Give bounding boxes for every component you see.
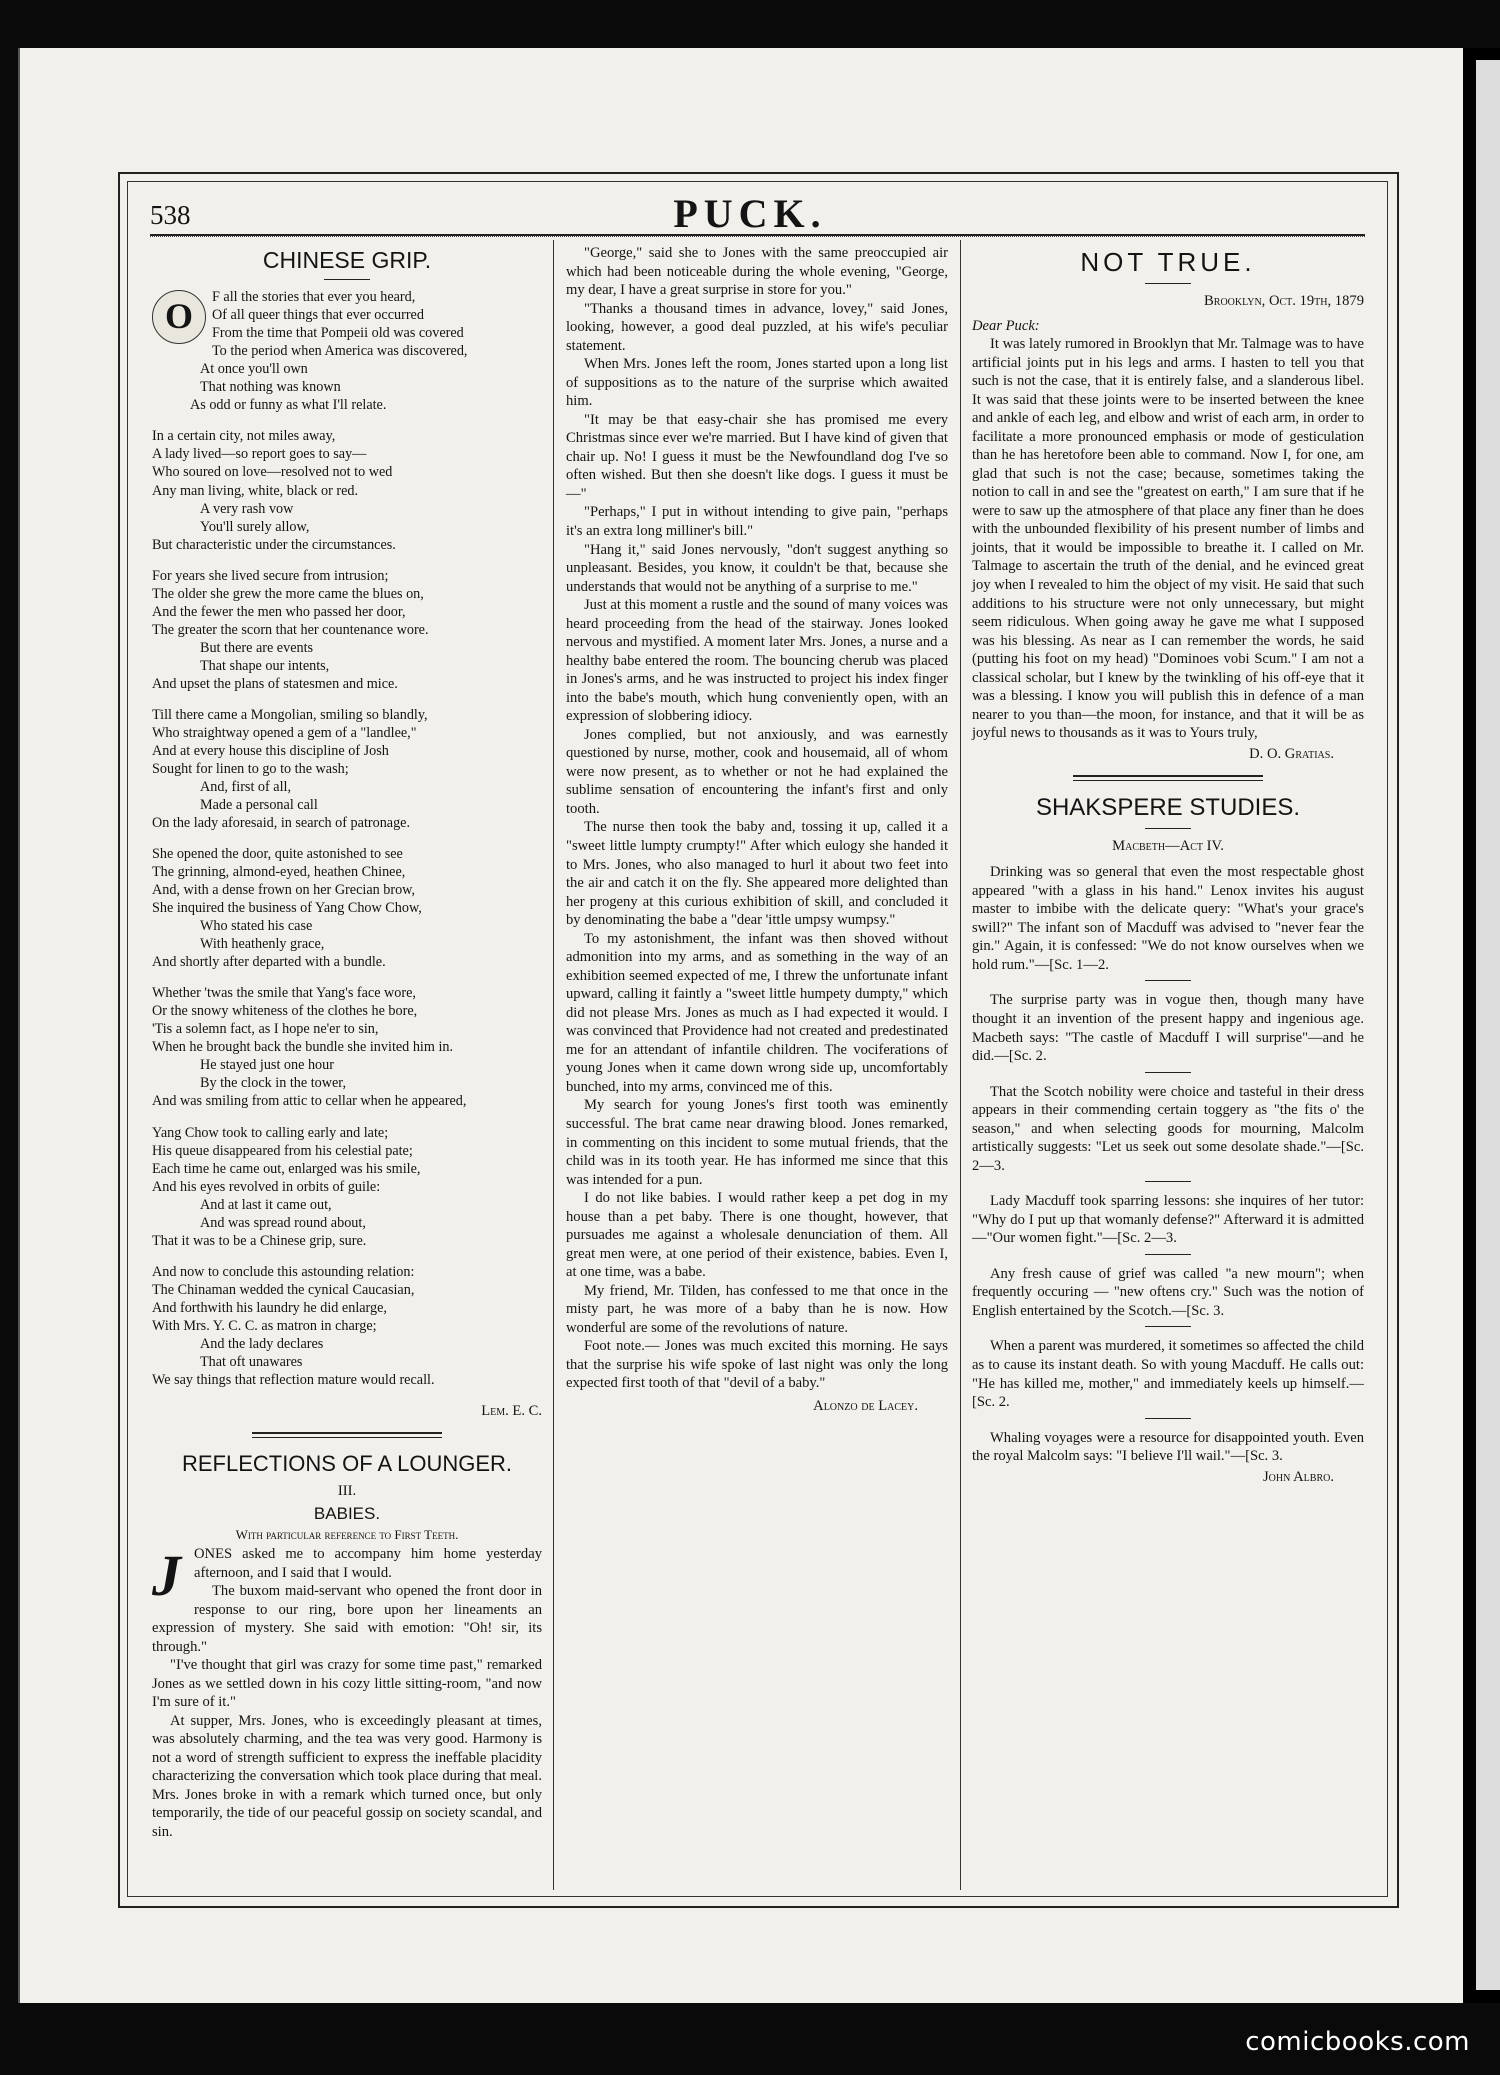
studies-paragraph: Drinking was so general that even the most respectable ghost appeared "with a glass in his hand." Lenox invites his august master to imbibe with the delicate query: "What's your grace's swill?" The infant son of Macduff was advised to "never fear the gin." Again, it is confessed: "We do not know ourselves when we hold rum."—[Sc. 1—2.	[972, 864, 1364, 973]
poem-stanza	[152, 1124, 542, 1250]
article-paragraph: Just at this moment a rustle and the sound of many voices was heard proceeding from the head of the stairway. Jones looked nervous and mystified. A moment later Mrs. Jones, a nurse and a healthy babe entered the room. The bouncing cherub was placed in Jones's arms, and he was instructed to project his index finger into the babe's mouth, which hung conveniently open, with an expression of slobbering idiocy.	[566, 597, 948, 725]
poem-line: As odd or funny as what I'll relate.	[190, 397, 387, 414]
article-subtitle: BABIES.	[313, 1503, 381, 1523]
letter-dateline: Brooklyn, Oct. 19th, 1879	[1204, 293, 1364, 310]
article-paragraph: Jones complied, but not anxiously, and was earnestly questioned by nurse, mother, cook and housemaid, all of whom were now present, as to whether or not he had explained the sublime sensation of encountering the infant's first and only tooth.	[566, 726, 948, 817]
poem-line: That it was to be a Chinese grip, sure.	[152, 1232, 367, 1249]
article-paragraph: "I've thought that girl was crazy for some time past," remarked Jones as we settled down in his cozy little sitting-room, "and now I'm sure of it."	[152, 1657, 542, 1711]
letter-body: It was lately rumored in Brooklyn that Mr. Talmage was to have artificial joints put in his legs and arms. I hasten to tell you that such is not the case, that it is entirely false, and a slanderous libel. It was said that these joints were to be inserted between the knee and ankle of each leg, and elbow and wrist of each arm, in order to facilitate a more pronounced emphasis or mode of gesticulation than he has heretofore been able to command. Now I, for one, am glad that such is not the case; because, sometimes taking the notion to call in and see the "greatest on earth," I am sure that if he were to saw up the atmosphere of that place any finer than he does with the unbounded flexibility of his present number of limbs and joints, that it would be impossible to breathe it. I called on Mr. Talmage to ascertain the truth of the denial, and he evinced great joy when I revealed to him the object of my visit. He said that such additions to his structure were not only unnecessary, but might seem ridiculous. When going away he gave me what I supposed was his blessing. As near as I can remember the words, he said (putting his foot on my head) "Dominoes vobi Scum." I am not a classical scholar, but I knew by the twinkling of his off-eye that it was a blessing. I know you will publish this in defence of a man nearer to you than—the moon, for instance, and that it will be as joyful news to thousands as it was to Yours truly,	[972, 336, 1365, 742]
poem-stanza	[152, 706, 542, 832]
studies-paragraph: Whaling voyages were a resource for disappointed youth. Even the royal Malcolm says: "I believe I'll wail."—[Sc. 3.	[972, 1429, 1364, 1465]
article-paragraph: When Mrs. Jones left the room, Jones started upon a long list of suppositions as to the nature of the surprise which awaited him.	[566, 356, 948, 410]
poem-line: His queue disappeared from his celestial pate;	[152, 1142, 413, 1159]
poem-stanza	[152, 427, 542, 553]
poem-line: Who straightway opened a gem of a "landlee,"	[152, 724, 417, 741]
poem-line: From the time that Pompeii old was covered	[212, 325, 464, 342]
poem-line: Who soured on love—resolved not to wed	[152, 464, 393, 481]
masthead-title: PUCK.	[673, 191, 827, 236]
poem-line: And was spread round about,	[200, 1214, 366, 1231]
article-title: REFLECTIONS OF A LOUNGER.	[181, 1451, 513, 1477]
letter-salutation: Dear Puck:	[972, 317, 1040, 334]
poem-line: And, first of all,	[200, 778, 292, 795]
title-rule	[1145, 828, 1191, 829]
poem-line: The greater the scorn that her countenance wore.	[152, 621, 429, 638]
article-paragraph: My search for young Jones's first tooth was eminently successful. The brat came near drawing blood. Jones remarked, in commenting on this incident to some mutual friends, that the child was in its tooth year. He has informed me since that this was intended for a pun.	[566, 1097, 948, 1188]
poem-line: For years she lived secure from intrusion;	[152, 567, 389, 584]
poem-stanza	[152, 984, 542, 1110]
studies-paragraph: Lady Macduff took sparring lessons: she inquires of her tutor: "Why do I put up that womanly defense?" Afterward it is admitted —"Our women fight."—[Sc. 2—3.	[972, 1193, 1364, 1247]
section-divider	[252, 1432, 442, 1438]
poem-line: At once you'll own	[200, 361, 308, 378]
article-paragraph: The nurse then took the baby and, tossing it up, called it a "sweet little lumpty crumpty!" After which eulogy she handed it to Mrs. Jones, who also managed to hurl it about two feet into the air and catch it on the fly. She appeared more delighted than her progeny at this curious exhibition of skill, and concluded it by denominating the babe a "dear 'ittle umpsy wumpsy."	[566, 819, 948, 929]
poem-line: When he brought back the bundle she invited him in.	[152, 1039, 454, 1056]
poem-line: The grinning, almond-eyed, heathen Chinee,	[152, 864, 406, 881]
article-paragraph: I do not like babies. I would rather keep a pet dog in my house than a pet baby. There is one thought, however, that pursuades me against a wholesale denunciation of them. All great men were, at one period of their existence, babies. Even I, at one time, was a babe.	[566, 1190, 948, 1281]
title-rule	[324, 279, 370, 280]
poem-line: With Mrs. Y. C. C. as matron in charge;	[152, 1317, 377, 1334]
watermark: comicbooks.com	[1245, 2027, 1470, 2057]
studies-paragraph: Any fresh cause of grief was called "a new mourn"; when frequently occuring — "new oftens cry." Such was the notion of English entertained by the Scotch.—[Sc. 3.	[972, 1265, 1364, 1319]
poem-line: On the lady aforesaid, in search of patronage.	[152, 815, 411, 832]
poem-chinese-grip	[152, 288, 542, 1389]
article-signature: Alonzo de Lacey.	[813, 1397, 918, 1414]
column-middle	[566, 244, 948, 1415]
poem-line: F all the stories that ever you heard,	[212, 289, 416, 306]
letter-title: NOT TRUE.	[1080, 247, 1256, 277]
paragraph-rule	[1145, 1181, 1191, 1182]
poem-stanza	[152, 567, 542, 693]
article-paragraph: "Thanks a thousand times in advance, lovey," said Jones, looking, however, a good deal puzzled, at his wife's peculiar statement.	[566, 300, 948, 354]
page-number: 538	[150, 200, 191, 230]
paragraph-rule	[1145, 1072, 1191, 1073]
article-body-middle	[566, 244, 948, 1393]
poem-line: A very rash vow	[200, 500, 294, 517]
poem-line: But characteristic under the circumstances.	[152, 536, 396, 553]
poem-line: She opened the door, quite astonished to see	[152, 846, 403, 863]
article-paragraph: "Perhaps," I put in without intending to give pain, "perhaps it's an extra long milliner's bill."	[566, 504, 948, 539]
poem-stanza	[152, 1263, 542, 1389]
column-rule	[553, 240, 554, 1890]
poem-line: To the period when America was discovered,	[212, 343, 468, 360]
paragraph-text: ONES asked me to accompany him home yesterday afternoon, and I said that I would.	[194, 1546, 542, 1581]
article-paragraph: "It may be that easy-chair she has promised me every Christmas since ever we're married. But I have kind of given that chair up. No! I guess it must be the Newfoundland dog I've so often wished. But then she doesn't like dogs. I guess it must be—"	[566, 411, 948, 502]
header-rule	[150, 234, 1365, 237]
studies-paragraph: That the Scotch nobility were choice and tasteful in their dress appears in their commending certain toggery as "the fits o' the season," and when selecting goods for mourning, Malcolm artistically suggests: "Let us seek out some desolate shade."—[Sc. 2—3.	[972, 1083, 1364, 1174]
poem-line: By the clock in the tower,	[200, 1075, 346, 1092]
studies-act-heading: Macbeth—Act IV.	[1112, 837, 1224, 854]
title-rule	[1145, 283, 1191, 284]
poem-line: She inquired the business of Yang Chow Chow,	[152, 900, 422, 917]
poem-line: With heathenly grace,	[200, 936, 325, 953]
article-body-left	[152, 1545, 542, 1842]
poem-line: That shape our intents,	[200, 657, 330, 674]
poem-line: And the lady declares	[200, 1335, 324, 1352]
poem-line: And was smiling from attic to cellar when he appeared,	[152, 1093, 467, 1110]
section-divider	[1073, 775, 1263, 781]
poem-line: That nothing was known	[200, 379, 341, 396]
article-paragraph: Foot note.— Jones was much excited this morning. He says that the surprise his wife spoke of last night was only the long expected first tooth of that "devil of a baby."	[566, 1338, 948, 1392]
poem-line: And shortly after departed with a bundle.	[152, 954, 386, 971]
letter-signature: D. O. Gratias.	[1249, 745, 1334, 762]
poem-line: The older she grew the more came the blues on,	[152, 585, 424, 602]
poem-line: But there are events	[200, 639, 314, 656]
poem-stanza	[152, 845, 542, 971]
article-subsubtitle: With particular reference to First Teeth.	[235, 1526, 459, 1542]
article-paragraph: "Hang it," said Jones nervously, "don't suggest anything so unpleasant. Besides, you know, it couldn't be that, because she understands that would not be anything of a surprise to me."	[566, 541, 948, 595]
poem-line: A lady lived—so report goes to say—	[152, 446, 367, 463]
paragraph-rule	[1145, 1254, 1191, 1255]
column-left	[152, 244, 542, 1842]
paragraph-rule	[1145, 1326, 1191, 1327]
poem-line: He stayed just one hour	[200, 1057, 334, 1074]
poem-line: That oft unawares	[200, 1353, 303, 1370]
adjacent-page-edge	[1476, 60, 1500, 1990]
article-paragraph: To my astonishment, the infant was then shoved without admonition into my arms, and as something in the way of an exhibition seemed expected of me, I threw the unfortunate infant upward, calling it faintly a "sweet little humpety dumpty," which did not please Mrs. Jones as much as I had expected it would. I was convinced that Providence had not created and predestinated me for an attendant of infantile children. The vociferations of young Jones when it came down wrong side up, uncomfortably bunched, into my arms, convinced me of this.	[566, 930, 948, 1095]
poem-line: Made a personal call	[200, 797, 318, 814]
poem-line: Of all queer things that ever occurred	[212, 307, 424, 324]
poem-line: Till there came a Mongolian, smiling so blandly,	[152, 706, 428, 723]
poem-signature: Lem. E. C.	[481, 1402, 542, 1419]
poem-line: Sought for linen to go to the wash;	[152, 760, 349, 777]
poem-line: And at last it came out,	[200, 1196, 332, 1213]
poem-line: Who stated his case	[200, 918, 313, 935]
poem-line: And upset the plans of statesmen and mice.	[152, 675, 398, 692]
paragraph-rule	[1145, 980, 1191, 981]
article-paragraph: My friend, Mr. Tilden, has confessed to me that once in the misty part, he was more of a baby than he is now. How wonderful are some of the revolutions of nature.	[566, 1282, 948, 1336]
ornamental-initial: O	[152, 290, 206, 344]
article-paragraph: The buxom maid-servant who opened the front door in response to our ring, bore upon her lineaments an expression of mystery. She said with emotion: "Oh! sir, its through."	[152, 1583, 542, 1655]
poem-title: CHINESE GRIP.	[262, 247, 432, 273]
studies-paragraph: When a parent was murdered, it sometimes so affected the child as to cause its instant death. So with young Macduff. He calls out: "He has killed me, mother," and immediately keels up himself.—[Sc. 2.	[972, 1338, 1364, 1411]
poem-line: And at every house this discipline of Josh	[152, 742, 389, 759]
poem-line: And forthwith his laundry he did enlarge,	[152, 1299, 387, 1316]
article-paragraph: At supper, Mrs. Jones, who is exceedingly pleasant at times, was absolutely charming, and the tea was very good. Harmony is not a word of strength sufficient to express the ineffable placidity characterizing the conversation which took place during that meal. Mrs. Jones broke in with a remark which turned once, but only temporarily, the tide of our peaceful gossip on society scandal, and sin.	[152, 1712, 542, 1840]
poem-line: We say things that reflection mature would recall.	[152, 1371, 435, 1388]
poem-line: In a certain city, not miles away,	[152, 428, 336, 445]
studies-body	[972, 863, 1364, 1465]
poem-line: Or the snowy whiteness of the clothes he bore,	[152, 1003, 418, 1020]
poem-line: And now to conclude this astounding relation:	[152, 1263, 415, 1280]
poem-line: Whether 'twas the smile that Yang's face wore,	[152, 985, 416, 1002]
paragraph-rule	[1145, 1418, 1191, 1419]
studies-signature: John Albro.	[1262, 1468, 1334, 1485]
poem-stanza	[152, 288, 542, 414]
poem-line: And the fewer the men who passed her door,	[152, 603, 406, 620]
poem-line: Each time he came out, enlarged was his smile,	[152, 1160, 421, 1177]
ornamental-initial: J	[152, 1543, 181, 1609]
studies-paragraph: The surprise party was in vogue then, though many have thought it an invention of the present happy and ingenious age. Macbeth says: "The castle of Macduff I will surprise"—and he did.—[Sc. 2.	[972, 992, 1364, 1065]
article-paragraph	[152, 1543, 542, 1609]
poem-line: You'll surely allow,	[200, 518, 310, 535]
poem-line: The Chinaman wedded the cynical Caucasian,	[152, 1281, 415, 1298]
column-rule	[960, 240, 961, 1890]
poem-line: 'Tis a solemn fact, as I hope ne'er to sin,	[152, 1021, 379, 1038]
poem-line: And, with a dense frown on her Grecian brow,	[152, 882, 416, 899]
poem-line: Yang Chow took to calling early and late;	[152, 1124, 389, 1141]
poem-line: Any man living, white, black or red.	[152, 482, 359, 499]
poem-line: And his eyes revolved in orbits of guile:	[152, 1178, 381, 1195]
article-number: III.	[337, 1483, 357, 1500]
column-right	[972, 244, 1364, 1486]
article-paragraph: "George," said she to Jones with the same preoccupied air which had been noticeable during the whole evening, "George, my dear, I have a great surprise in store for you."	[566, 245, 948, 299]
studies-title: SHAKSPERE STUDIES.	[1035, 794, 1301, 822]
